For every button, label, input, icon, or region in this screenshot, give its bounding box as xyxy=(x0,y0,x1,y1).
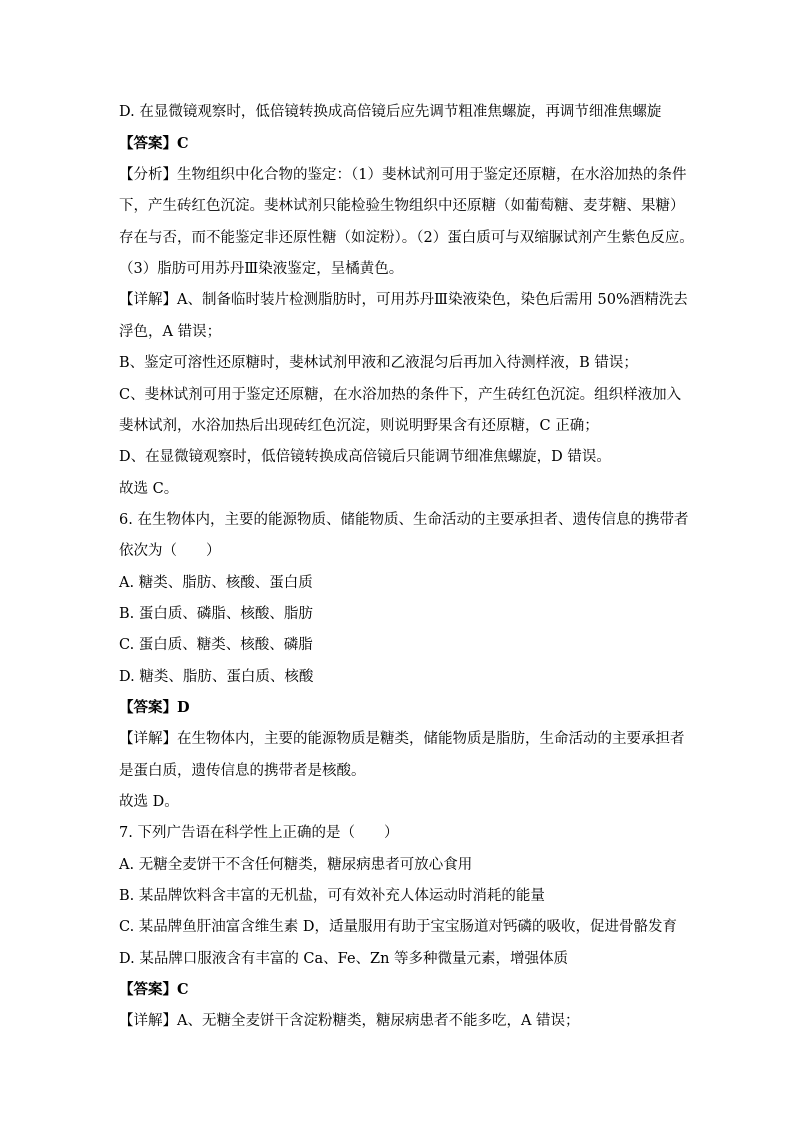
question-6-stem: 6. 在生物体内，主要的能源物质、储能物质、生命活动的主要承担者、遗传信息的携带者 xyxy=(119,512,689,528)
detail-line: C、斐林试剂可用于鉴定还原糖，在水浴加热的条件下，产生砖红色沉淀。组织样液加入 xyxy=(119,387,682,403)
question-7-option-b: B. 某品牌饮料含丰富的无机盐，可有效补充人体运动时消耗的能量 xyxy=(119,888,545,904)
analysis-line: 【分析】生物组织中化合物的鉴定：（1）斐林试剂可用于鉴定还原糖，在水浴加热的条件 xyxy=(119,167,687,183)
analysis-line: 存在与否，而不能鉴定非还原性糖（如淀粉）。（2）蛋白质可与双缩脲试剂产生紫色反应。 xyxy=(119,230,694,246)
conclusion-line: 故选 D。 xyxy=(119,794,179,810)
detail-line: 是蛋白质，遗传信息的携带者是核酸。 xyxy=(119,763,366,779)
question-7-option-d: D. 某品牌口服液含有丰富的 Ca、Fe、Zn 等多种微量元素，增强体质 xyxy=(119,951,569,967)
question-6-option-a: A. 糖类、脂肪、核酸、蛋白质 xyxy=(119,575,313,591)
answer-line: 【答案】D xyxy=(119,699,190,716)
answer-line: 【答案】C xyxy=(119,981,189,998)
detail-line: B、鉴定可溶性还原糖时，斐林试剂甲液和乙液混匀后再加入待测样液，B 错误； xyxy=(119,355,638,371)
question-6-option-d: D. 糖类、脂肪、蛋白质、核酸 xyxy=(119,669,314,685)
analysis-line: （3）脂肪可用苏丹Ⅲ染液鉴定，呈橘黄色。 xyxy=(119,261,404,277)
detail-line: 【详解】A、制备临时装片检测脂肪时，可用苏丹Ⅲ染液染色，染色后需用 50%酒精洗去 xyxy=(119,292,688,308)
detail-line: 斐林试剂，水浴加热后出现砖红色沉淀，则说明野果含有还原糖，C 正确； xyxy=(119,418,599,434)
question-6-option-c: C. 蛋白质、糖类、核酸、磷脂 xyxy=(119,637,313,653)
detail-line: 浮色，A 错误； xyxy=(119,324,222,340)
option-d-text: D. 在显微镜观察时，低倍镜转换成高倍镜后应先调节粗准焦螺旋，再调节细准焦螺旋 xyxy=(119,104,662,120)
question-7-option-a: A. 无糖全麦饼干不含任何糖类，糖尿病患者可放心食用 xyxy=(119,857,473,873)
detail-line: 【详解】在生物体内，主要的能源物质是糖类，储能物质是脂肪，生命活动的主要承担者 xyxy=(119,731,685,747)
analysis-line: 下，产生砖红色沉淀。斐林试剂只能检验生物组织中还原糖（如葡萄糖、麦芽糖、果糖） xyxy=(119,198,685,214)
question-7-option-c: C. 某品牌鱼肝油富含维生素 D，适量服用有助于宝宝肠道对钙磷的吸收，促进骨骼发育 xyxy=(119,919,678,935)
question-7-stem: 7. 下列广告语在科学性上正确的是（ ） xyxy=(119,825,399,841)
detail-line: D、在显微镜观察时，低倍镜转换成高倍镜后只能调节细准焦螺旋，D 错误。 xyxy=(119,449,611,465)
answer-line: 【答案】C xyxy=(119,135,189,152)
question-6-option-b: B. 蛋白质、磷脂、核酸、脂肪 xyxy=(119,606,313,622)
detail-line: 【详解】A、无糖全麦饼干含淀粉糖类，糖尿病患者不能多吃，A 错误； xyxy=(119,1013,580,1029)
question-6-stem: 依次为（ ） xyxy=(119,543,221,559)
conclusion-line: 故选 C。 xyxy=(119,481,179,497)
